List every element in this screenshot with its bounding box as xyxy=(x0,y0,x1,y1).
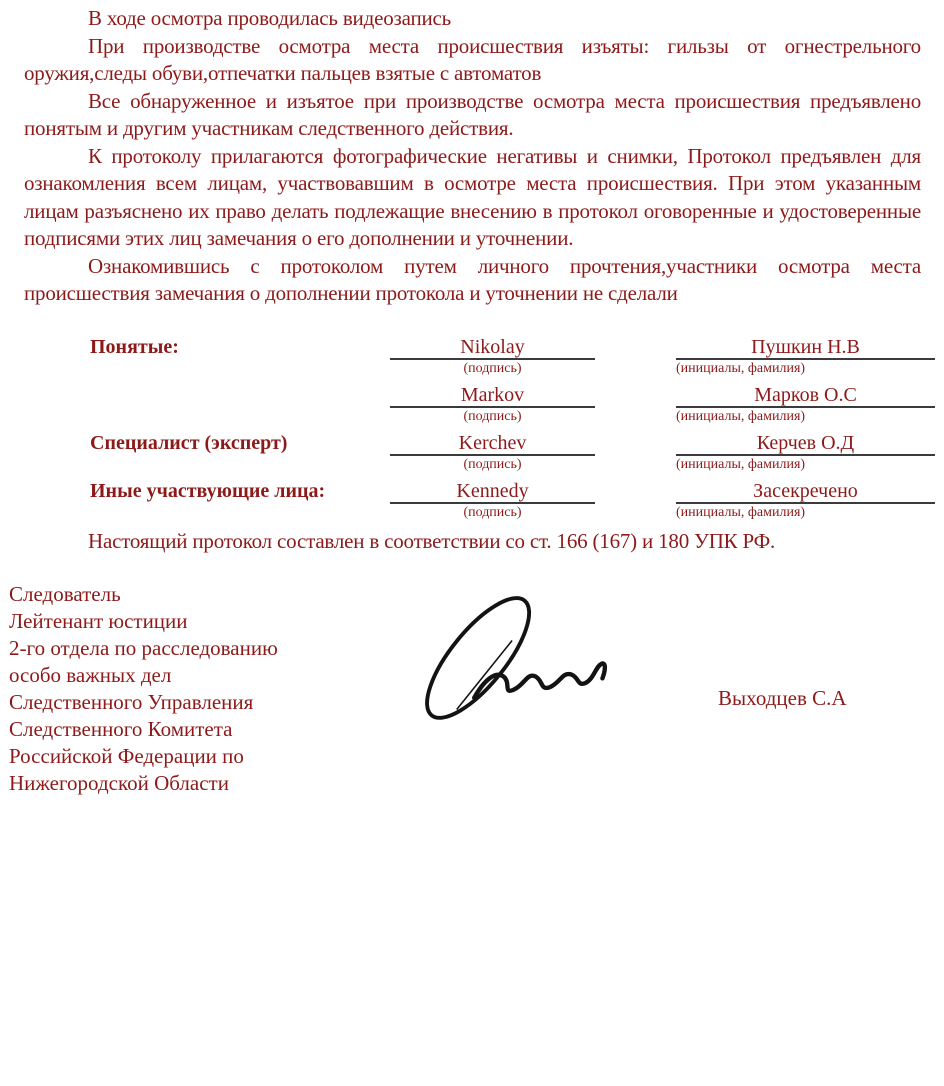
signature-row-specialist xyxy=(90,432,921,472)
signer-role-label: Понятые: xyxy=(90,335,179,358)
paragraph-attachments-and-rights: К протоколу прилагаются фотографические негативы и снимки, Протокол предъявлен для ознакомления всем лицам, участвовавшим в осмотре места происшествия. При этом указанным лицам разъяснено их право делать подлежащие внесению в протокол оговоренные и удостоверенные подписями этих лиц замечания о его дополнении и уточнении. xyxy=(24,143,921,250)
name-caption: (инициалы, фамилия) xyxy=(676,360,806,376)
handwritten-signature-icon xyxy=(415,589,615,725)
investigator-title-lines xyxy=(0,581,339,797)
signature-value: Kerchev xyxy=(390,432,595,456)
investigator-title-line: Следственного Управления xyxy=(9,690,254,714)
signer-name-value: Пушкин Н.В xyxy=(676,336,935,360)
signature-field xyxy=(390,336,595,376)
investigator-title-line: Следователь xyxy=(9,582,121,606)
signature-value: Markov xyxy=(390,384,595,408)
name-caption: (инициалы, фамилия) xyxy=(676,456,806,472)
signature-row-other-participants xyxy=(90,480,921,520)
name-caption: (инициалы, фамилия) xyxy=(676,408,806,424)
investigator-title-line: 2-го отдела по расследованию xyxy=(9,636,278,660)
signature-row-witness-1 xyxy=(90,336,921,376)
name-field xyxy=(676,480,935,520)
signer-role-label: Иные участвующие лица: xyxy=(90,479,326,502)
signer-name-value: Засекречено xyxy=(676,480,935,504)
investigator-title-line: Нижегородской Области xyxy=(9,771,229,795)
signature-value: Kennedy xyxy=(390,480,595,504)
signature-table xyxy=(24,336,921,520)
signature-caption: (подпись) xyxy=(463,360,522,376)
signature-field xyxy=(390,432,595,472)
signer-name-value: Марков О.С xyxy=(676,384,935,408)
signature-caption: (подпись) xyxy=(463,504,522,520)
name-caption: (инициалы, фамилия) xyxy=(676,504,806,520)
signature-caption: (подпись) xyxy=(463,456,522,472)
signature-field xyxy=(390,480,595,520)
investigator-name: Выходцев С.А xyxy=(718,686,847,710)
signature-value: Nikolay xyxy=(390,336,595,360)
signature-row-witness-2 xyxy=(90,384,921,424)
paragraph-video-recording: В ходе осмотра проводилась видеозапись xyxy=(88,6,452,30)
name-field xyxy=(676,384,935,424)
paragraph-no-remarks: Ознакомившись с протоколом путем личного прочтения,участники осмотра места происшествия замечания о дополнении протокола и уточнении не сделали xyxy=(24,253,921,305)
closing-statement: Настоящий протокол составлен в соответствии со ст. 166 (167) и 180 УПК РФ. xyxy=(88,528,776,553)
investigator-block xyxy=(0,581,944,821)
signer-role-label: Специалист (эксперт) xyxy=(90,431,288,454)
investigator-title-line: особо важных дел xyxy=(9,663,172,687)
investigator-title-line: Лейтенант юстиции xyxy=(9,609,188,633)
name-field xyxy=(676,432,935,472)
investigator-title-line: Следственного Комитета xyxy=(9,717,233,741)
name-field xyxy=(676,336,935,376)
signer-name-value: Керчев О.Д xyxy=(676,432,935,456)
paragraph-seized-items: При производстве осмотра места происшествия изъяты: гильзы от огнестрельного оружия,следы обуви,отпечатки пальцев взятые с автоматов xyxy=(24,33,921,85)
investigator-title-line: Российской Федерации по xyxy=(9,744,244,768)
paragraph-presented-to-witnesses: Все обнаруженное и изъятое при производстве осмотра места происшествия предъявлено понятым и другим участникам следственного действия. xyxy=(24,88,921,140)
signature-field xyxy=(390,384,595,424)
signature-caption: (подпись) xyxy=(463,408,522,424)
